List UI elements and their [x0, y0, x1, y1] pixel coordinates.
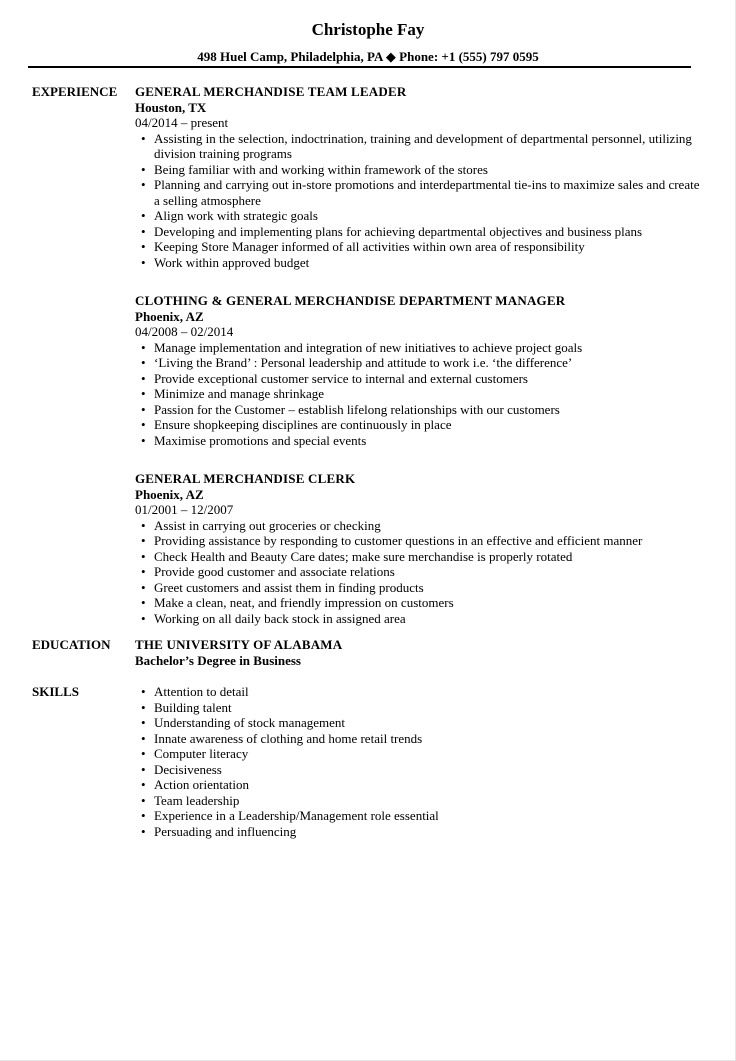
job-dates: 04/2014 – present	[135, 115, 229, 130]
list-item: • Building talent	[135, 700, 705, 716]
job-entry	[135, 84, 705, 270]
experience-section	[135, 84, 705, 626]
list-item: • Greet customers and assist them in finding products	[135, 580, 705, 596]
degree: Bachelor’s Degree in Business	[135, 652, 301, 668]
skills-heading: SKILLS	[32, 684, 79, 699]
list-item: • Persuading and influencing	[135, 824, 705, 840]
job-location: Phoenix, AZ	[135, 308, 204, 324]
education-heading: EDUCATION	[32, 637, 111, 652]
job-location: Phoenix, AZ	[135, 486, 204, 502]
list-item: • Decisiveness	[135, 762, 705, 778]
list-item: • Action orientation	[135, 777, 705, 793]
list-item: • Assist in carrying out groceries or checking	[135, 518, 705, 534]
job-entry	[135, 293, 705, 448]
list-item: • Passion for the Customer – establish lifelong relationships with our customers	[135, 402, 705, 418]
school-name: THE UNIVERSITY OF ALABAMA	[135, 637, 343, 652]
list-item: • Keeping Store Manager informed of all activities within own area of responsibility	[135, 239, 705, 255]
list-item: • Computer literacy	[135, 746, 705, 762]
contact-line: 498 Huel Camp, Philadelphia, PA ◆ Phone: +1 (555) 797 0595	[197, 49, 539, 64]
list-item: • Planning and carrying out in-store promotions and interdepartmental tie-ins to maximize sales and create a selling atmosphere	[135, 177, 705, 208]
list-item: • Maximise promotions and special events	[135, 433, 705, 449]
skills-list	[135, 684, 705, 839]
candidate-name: Christophe Fay	[311, 20, 425, 39]
job-bullets	[135, 518, 705, 627]
job-title: GENERAL MERCHANDISE CLERK	[135, 471, 356, 486]
list-item: • Check Health and Beauty Care dates; make sure merchandise is properly rotated	[135, 549, 705, 565]
list-item: • Attention to detail	[135, 684, 705, 700]
list-item: • Working on all daily back stock in assigned area	[135, 611, 705, 627]
list-item: • Assisting in the selection, indoctrination, training and development of departmental personnel, utilizing division training programs	[135, 131, 705, 162]
job-bullets	[135, 340, 705, 449]
job-title: CLOTHING & GENERAL MERCHANDISE DEPARTMENT MANAGER	[135, 293, 566, 308]
job-entry	[135, 471, 705, 626]
header-divider	[28, 66, 691, 68]
job-location: Houston, TX	[135, 99, 207, 115]
list-item: • Team leadership	[135, 793, 705, 809]
list-item: • Manage implementation and integration of new initiatives to achieve project goals	[135, 340, 705, 356]
list-item: • Provide good customer and associate relations	[135, 564, 705, 580]
list-item: • Innate awareness of clothing and home retail trends	[135, 731, 705, 747]
list-item: • Understanding of stock management	[135, 715, 705, 731]
job-bullets	[135, 131, 705, 271]
list-item: • Being familiar with and working within framework of the stores	[135, 162, 705, 178]
education-section	[135, 637, 705, 668]
list-item: • Align work with strategic goals	[135, 208, 705, 224]
list-item: • Provide exceptional customer service to internal and external customers	[135, 371, 705, 387]
list-item: • Make a clean, neat, and friendly impression on customers	[135, 595, 705, 611]
list-item: • Work within approved budget	[135, 255, 705, 271]
list-item: • Minimize and manage shrinkage	[135, 386, 705, 402]
list-item: • ‘Living the Brand’ : Personal leadership and attitude to work i.e. ‘the difference’	[135, 355, 705, 371]
list-item: • Ensure shopkeeping disciplines are continuously in place	[135, 417, 705, 433]
list-item: • Providing assistance by responding to customer questions in an effective and efficient manner	[135, 533, 705, 549]
experience-heading: EXPERIENCE	[32, 84, 118, 99]
skills-section	[135, 684, 705, 839]
job-dates: 01/2001 – 12/2007	[135, 502, 234, 517]
list-item: • Developing and implementing plans for achieving departmental objectives and business plans	[135, 224, 705, 240]
list-item: • Experience in a Leadership/Management role essential	[135, 808, 705, 824]
job-title: GENERAL MERCHANDISE TEAM LEADER	[135, 84, 407, 99]
job-dates: 04/2008 – 02/2014	[135, 324, 234, 339]
